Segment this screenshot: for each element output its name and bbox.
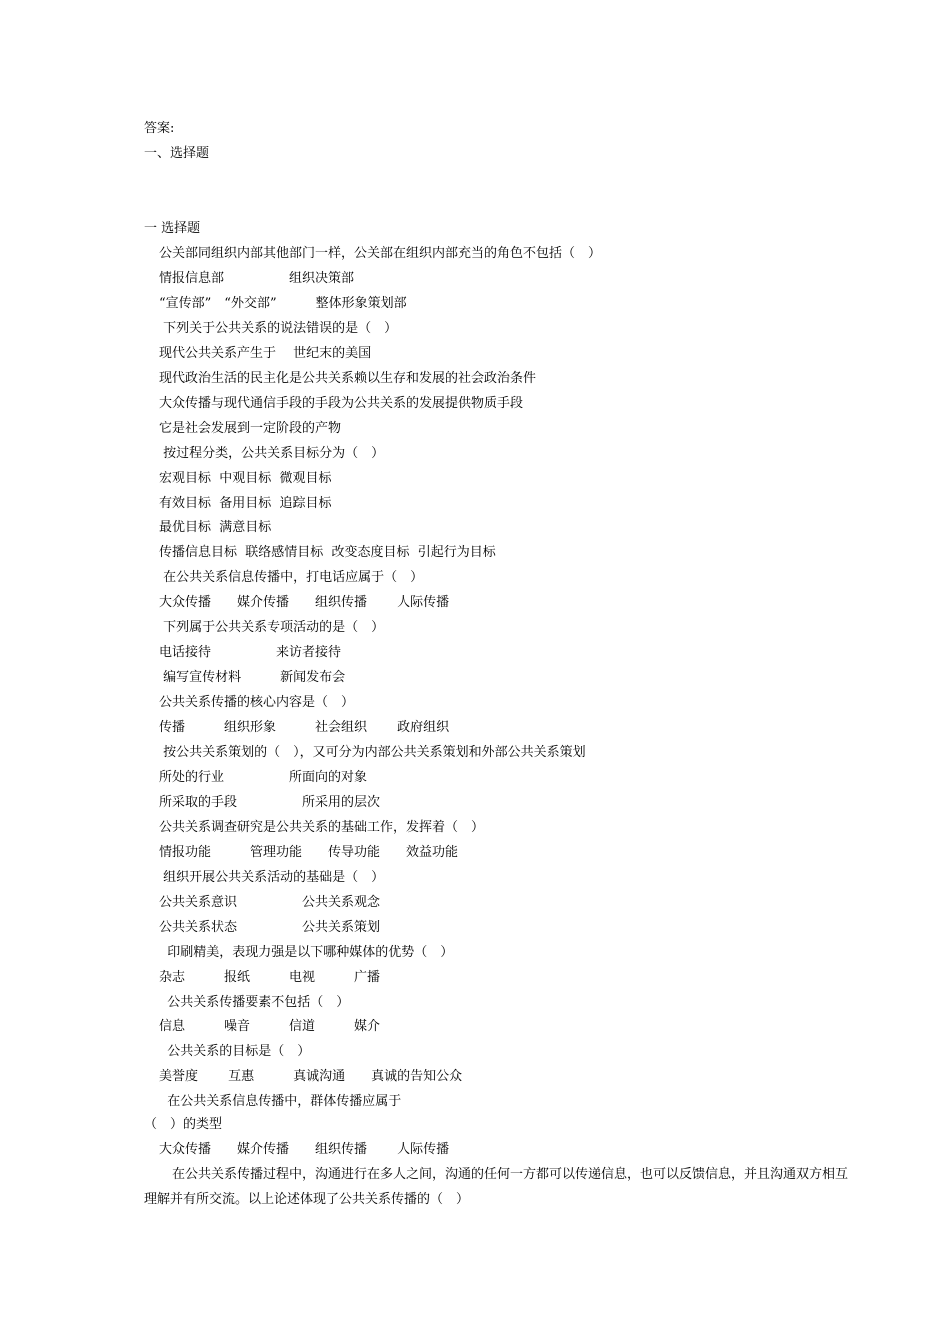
question-line: 公共关系意识 公共关系观念 bbox=[159, 895, 381, 910]
question-line: 公共关系传播要素不包括（ ） bbox=[159, 995, 350, 1010]
question-line: 印刷精美，表现力强是以下哪种媒体的优势（ ） bbox=[159, 945, 454, 960]
question-line: 宏观目标 中观目标 微观目标 bbox=[159, 471, 332, 486]
question-line: 它是社会发展到一定阶段的产物 bbox=[159, 421, 342, 436]
question-line: 现代政治生活的民主化是公共关系赖以生存和发展的社会政治条件 bbox=[159, 371, 537, 386]
question-line: 有效目标 备用目标 追踪目标 bbox=[159, 496, 332, 511]
question-line: 公共关系传播的核心内容是（ ） bbox=[159, 695, 355, 710]
answer-label: 答案: bbox=[144, 121, 175, 136]
question-line: 信息 噪音 信道 媒介 bbox=[159, 1019, 381, 1034]
question-line: 大众传播与现代通信手段的手段为公共关系的发展提供物质手段 bbox=[159, 396, 524, 411]
question-line: 杂志 报纸 电视 广播 bbox=[159, 970, 381, 985]
question-line: 情报信息部 组织决策部 bbox=[159, 271, 355, 286]
question-line: 所处的行业 所面向的对象 bbox=[159, 770, 368, 785]
question-line: 现代公共关系产生于 世纪末的美国 bbox=[159, 346, 372, 361]
question-line: 电话接待 来访者接待 bbox=[159, 645, 342, 660]
question-line: 传播 组织形象 社会组织 政府组织 bbox=[159, 720, 450, 735]
question-line: 最优目标 满意目标 bbox=[159, 520, 272, 535]
question-line: 编写宣传材料 新闻发布会 bbox=[159, 670, 346, 685]
question-continuation: （ ）的类型 bbox=[144, 1117, 223, 1132]
question-line: 组织开展公共关系活动的基础是（ ） bbox=[159, 870, 385, 885]
question-line: 所采取的手段 所采用的层次 bbox=[159, 795, 381, 810]
question-line: 下列关于公共关系的说法错误的是（ ） bbox=[159, 321, 398, 336]
question-line: 在公共关系信息传播中，群体传播应属于 bbox=[159, 1094, 402, 1109]
question-line: 公关部同组织内部其他部门一样，公关部在组织内部充当的角色不包括（ ） bbox=[159, 246, 602, 261]
question-line: 公共关系的目标是（ ） bbox=[159, 1044, 311, 1059]
question-paragraph: 在公共关系传播过程中，沟通进行在多人之间，沟通的任何一方都可以传递信息，也可以反馈信息，并且沟通双方相互理解并有所交流。以上论述体现了公共关系传播的（ ） bbox=[144, 1167, 849, 1207]
question-line: 按公共关系策划的（ ），又可分为内部公共关系策划和外部公共关系策划 bbox=[159, 745, 586, 760]
question-line: 情报功能 管理功能 传导功能 效益功能 bbox=[159, 845, 459, 860]
question-line: 公共关系状态 公共关系策划 bbox=[159, 920, 381, 935]
section-heading: 一、选择题 bbox=[144, 146, 210, 161]
section-title: 一 选择题 bbox=[144, 221, 201, 236]
question-line: 按过程分类，公共关系目标分为（ ） bbox=[159, 446, 385, 461]
question-options: 大众传播 媒介传播 组织传播 人际传播 bbox=[159, 1142, 450, 1157]
question-line: 大众传播 媒介传播 组织传播 人际传播 bbox=[159, 595, 450, 610]
question-line: 公共关系调查研究是公共关系的基础工作，发挥着（ ） bbox=[159, 820, 485, 835]
question-line: “宣传部” “外交部” 整体形象策划部 bbox=[159, 296, 407, 311]
question-line: 美誉度 互惠 真诚沟通 真诚的告知公众 bbox=[159, 1069, 463, 1084]
question-line: 下列属于公共关系专项活动的是（ ） bbox=[159, 620, 385, 635]
question-line: 在公共关系信息传播中，打电话应属于（ ） bbox=[159, 570, 424, 585]
question-line: 传播信息目标 联络感情目标 改变态度目标 引起行为目标 bbox=[159, 545, 496, 560]
